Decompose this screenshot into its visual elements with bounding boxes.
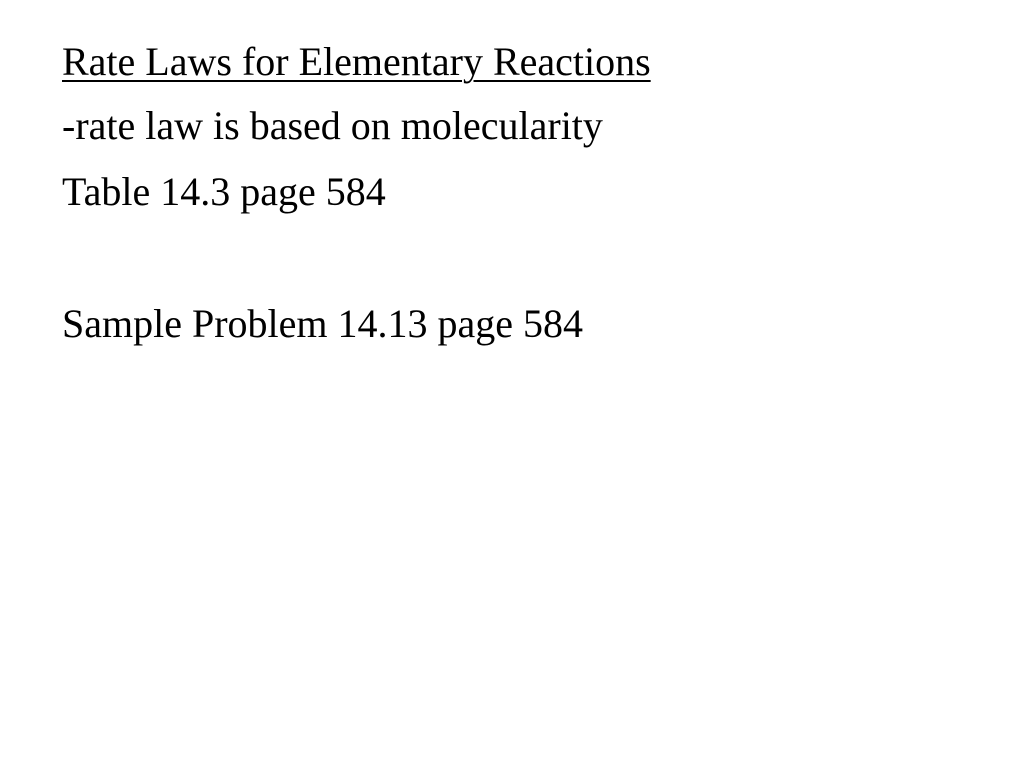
table-reference: Table 14.3 page 584 [62,169,386,214]
sample-problem-reference: Sample Problem 14.13 page 584 [62,301,584,346]
slide-title: Rate Laws for Elementary Reactions [62,39,651,84]
bullet-molecularity: -rate law is based on molecularity [62,103,603,148]
